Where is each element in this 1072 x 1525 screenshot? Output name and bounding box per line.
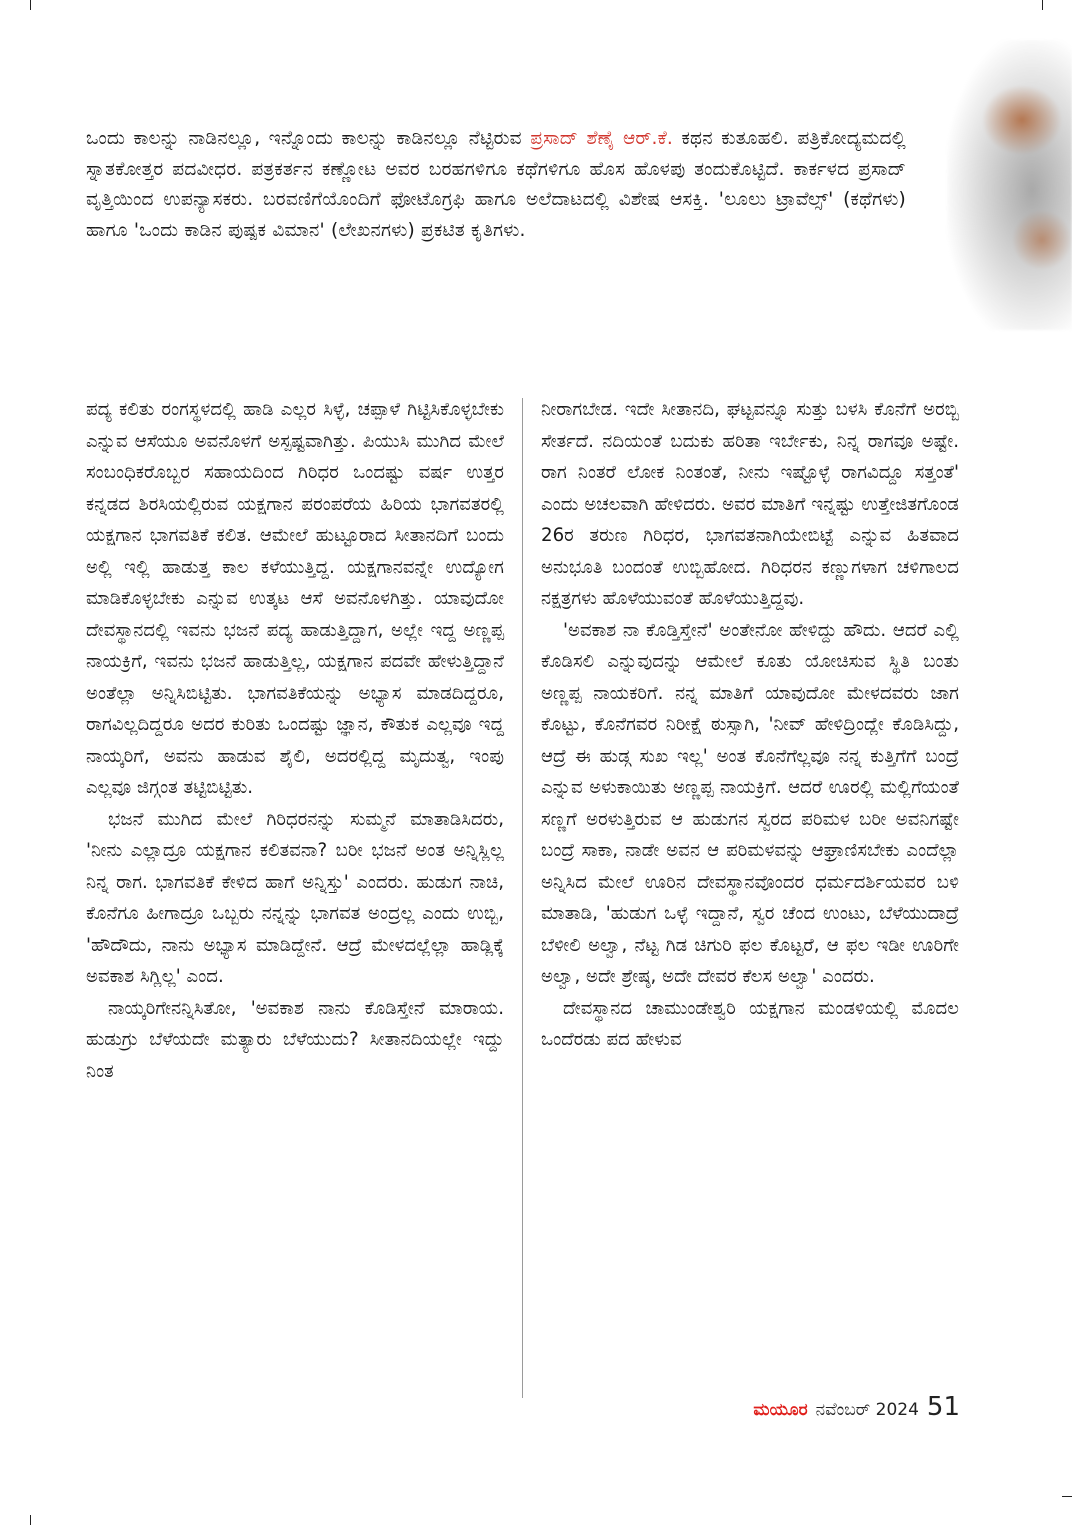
decorative-ink-art [947,40,1072,330]
author-bio [86,124,906,246]
page-footer [753,1392,960,1422]
paragraph: ಭಜನೆ ಮುಗಿದ ಮೇಲೆ ಗಿರಿಧರನನ್ನು ಸುಮ್ಮನೆ ಮಾತಾಡಿಸಿದರು, 'ನೀನು ಎಲ್ಲಾದ್ರೂ ಯಕ್ಷಗಾನ ಕಲಿತವನಾ? ಬರೀ ಭಜನೆ ಅಂತ ಅನ್ನಿಸ್ಲಿಲ್ಲ ನಿನ್ನ ರಾಗ. ಭಾಗವತಿಕೆ ಕೇಳಿದ ಹಾಗೆ ಅನ್ನಿಸ್ತು' ಎಂದರು. ಹುಡುಗ ನಾಚಿ, ಕೊನೆಗೂ ಹೀಗಾದ್ರೂ ಒಬ್ಬರು ನನ್ನನ್ನು ಭಾಗವತ ಅಂದ್ರಲ್ಲ ಎಂದು ಉಬ್ಬಿ, 'ಹೌದೌದು, ನಾನು ಅಭ್ಯಾಸ ಮಾಡಿದ್ದೇನೆ. ಆದ್ರೆ ಮೇಳದಲ್ಲೆಲ್ಲಾ ಹಾಡ್ಲಿಕ್ಕೆ ಅವಕಾಶ ಸಿಗ್ಲಿಲ್ಲ' ಎಂದ. [86,808,504,987]
issue-date: ನವೆಂಬರ್ 2024 [815,1400,919,1420]
bio-rest: ಕಥನ ಕುತೂಹಲಿ. ಪತ್ರಿಕೋದ್ಯಮದಲ್ಲಿ ಸ್ನಾತಕೋತ್ತರ ಪದವೀಧರ. ಪತ್ರಕರ್ತನ ಕಣ್ಣೋಟ ಅವರ ಬರಹಗಳಿಗೂ ಕಥೆಗಳಿಗೂ ಹೊಸ ಹೊಳಪು ತಂದುಕೊಟ್ಟಿದೆ. ಕಾರ್ಕಳದ ಪ್ರಸಾದ್ ವೃತ್ತಿಯಿಂದ ಉಪನ್ಯಾಸಕರು. ಬರವಣಿಗೆಯೊಂದಿಗೆ ಫೋಟೊಗ್ರಫಿ ಹಾಗೂ ಅಲೆದಾಟದಲ್ಲಿ ವಿಶೇಷ ಆಸಕ್ತಿ. 'ಲೂಲು ಟ್ರಾವೆಲ್ಸ್' (ಕಥೆಗಳು) ಹಾಗೂ 'ಒಂದು ಕಾಡಿನ ಪುಷ್ಪಕ ವಿಮಾನ' (ಲೇಖನಗಳು) ಪ್ರಕಟಿತ ಕೃತಿಗಳು. [86,128,906,241]
article-column-left [86,394,504,1087]
crop-mark-top-right [1042,0,1043,10]
paragraph: ದೇವಸ್ಥಾನದ ಚಾಮುಂಡೇಶ್ವರಿ ಯಕ್ಷಗಾನ ಮಂಡಳಿಯಲ್ಲಿ ಮೊದಲ ಒಂದೆರಡು ಪದ ಹೇಳುವ [541,997,959,1050]
crop-mark-top-left [30,0,31,10]
bio-intro: ಒಂದು ಕಾಲನ್ನು ನಾಡಿನಲ್ಲೂ, ಇನ್ನೊಂದು ಕಾಲನ್ನು ಕಾಡಿನಲ್ಲೂ ನೆಟ್ಟಿರುವ [86,128,531,149]
author-name: ಪ್ರಸಾದ್ ಶೆಣೈ ಆರ್.ಕೆ. [530,128,674,149]
paragraph: 'ಅವಕಾಶ ನಾ ಕೊಡ್ತಿಸ್ತೇನೆ' ಅಂತೇನೋ ಹೇಳಿದ್ದು ಹೌದು. ಆದರೆ ಎಲ್ಲಿ ಕೊಡಿಸಲಿ ಎನ್ನುವುದನ್ನು ಆಮೇಲೆ ಕೂತು ಯೋಚಿಸುವ ಸ್ಥಿತಿ ಬಂತು ಅಣ್ಣಪ್ಪ ನಾಯಕರಿಗೆ. ನನ್ನ ಮಾತಿಗೆ ಯಾವುದೋ ಮೇಳದವರು ಜಾಗ ಕೊಟ್ಟು, ಕೊನೆಗವರ ನಿರೀಕ್ಷೆ ಠುಸ್ಸಾಗಿ, 'ನೀವ್ ಹೇಳಿದ್ರಿಂದ್ಲೇ ಕೊಡಿಸಿದ್ದು, ಆದ್ರೆ ಈ ಹುಡ್ಗ ಸುಖ ಇಲ್ಲ' ಅಂತ ಕೊನೆಗೆಲ್ಲವೂ ನನ್ನ ಕುತ್ತಿಗೆಗೆ ಬಂದ್ರೆ ಎನ್ನುವ ಅಳುಕಾಯಿತು ಅಣ್ಣಪ್ಪ ನಾಯಕ್ರಿಗೆ. ಆದರೆ ಊರಲ್ಲಿ ಮಲ್ಲಿಗೆಯಂತೆ ಸಣ್ಣಗೆ ಅರಳುತ್ತಿರುವ ಆ ಹುಡುಗನ ಸ್ವರದ ಪರಿಮಳ ಬರೀ ಅವನಿಗಷ್ಟೇ ಬಂದ್ರೆ ಸಾಕಾ, ನಾಡೇ ಅವನ ಆ ಪರಿಮಳವನ್ನು ಆಘ್ರಾಣಿಸಬೇಕು ಎಂದೆಲ್ಲಾ ಅನ್ನಿಸಿದ ಮೇಲೆ ಊರಿನ ದೇವಸ್ಥಾನವೊಂದರ ಧರ್ಮದರ್ಶಿಯವರ ಬಳಿ ಮಾತಾಡಿ, 'ಹುಡುಗ ಒಳ್ಳೆ ಇದ್ದಾನೆ, ಸ್ವರ ಚೆಂದ ಉಂಟು, ಬೆಳೆಯುದಾದ್ರೆ ಬೆಳೀಲಿ ಅಲ್ವಾ, ನೆಟ್ಟ ಗಿಡ ಚಿಗುರಿ ಫಲ ಕೊಟ್ಟರೆ, ಆ ಫಲ ಇಡೀ ಊರಿಗೇ ಅಲ್ವಾ, ಅದೇ ಶ್ರೇಷ್ಠ, ಅದೇ ದೇವರ ಕೆಲಸ ಅಲ್ವಾ' ಎಂದರು. [541,619,959,987]
magazine-logo: ಮಯೂರ [753,1400,808,1420]
paragraph: ನಾಯ್ಕರಿಗೇನನ್ನಿಸಿತೋ, 'ಅವಕಾಶ ನಾನು ಕೊಡಿಸ್ತೇನೆ ಮಾರಾಯ. ಹುಡುಗ್ರು ಬೆಳೆಯದೇ ಮತ್ಯಾರು ಬೆಳೆಯುದು? ಸೀತಾನದಿಯಲ್ಲೇ ಇದ್ದು ನಿಂತ [86,997,504,1082]
column-divider [522,398,523,1398]
paragraph: ನೀರಾಗಬೇಡ. ಇದೇ ಸೀತಾನದಿ, ಘಟ್ಟವನ್ನೂ ಸುತ್ತು ಬಳಸಿ ಕೊನೆಗೆ ಅರಬ್ಬಿ ಸೇರ್ತದೆ. ನದಿಯಂತೆ ಬದುಕು ಹರಿತಾ ಇರ್ಬೇಕು, ನಿನ್ನ ರಾಗವೂ ಅಷ್ಟೇ. ರಾಗ ನಿಂತರೆ ಲೋಕ ನಿಂತಂತೆ, ನೀನು ಇಷ್ಟೊಳ್ಳೆ ರಾಗವಿದ್ದೂ ಸತ್ತಂತೆ' ಎಂದು ಅಚಲವಾಗಿ ಹೇಳಿದರು. ಅವರ ಮಾತಿಗೆ ಇನ್ನಷ್ಟು ಉತ್ತೇಜಿತಗೊಂಡ 26ರ ತರುಣ ಗಿರಿಧರ, ಭಾಗವತನಾಗಿಯೇಬಿಟ್ಟೆ ಎನ್ನುವ ಹಿತವಾದ ಅನುಭೂತಿ ಬಂದಂತೆ ಉಬ್ಬಿಹೋದ. ಗಿರಿಧರನ ಕಣ್ಣುಗಳಾಗ ಚಳಿಗಾಲದ ನಕ್ಷತ್ರಗಳು ಹೊಳೆಯುವಂತೆ ಹೊಳೆಯುತ್ತಿದ್ದವು. [541,399,959,609]
crop-mark-bottom-left [30,1515,31,1525]
page-number: 51 [926,1392,960,1422]
paragraph: ಪದ್ಯ ಕಲಿತು ರಂಗಸ್ಥಳದಲ್ಲಿ ಹಾಡಿ ಎಲ್ಲರ ಸಿಳ್ಳೆ, ಚಪ್ಪಾಳೆ ಗಿಟ್ಟಿಸಿಕೊಳ್ಳಬೇಕು ಎನ್ನುವ ಆಸೆಯೂ ಅವನೊಳಗೆ ಅಸ್ಪಷ್ಟವಾಗಿತ್ತು. ಪಿಯುಸಿ ಮುಗಿದ ಮೇಲೆ ಸಂಬಂಧಿಕರೊಬ್ಬರ ಸಹಾಯದಿಂದ ಗಿರಿಧರ ಒಂದಷ್ಟು ವರ್ಷ ಉತ್ತರ ಕನ್ನಡದ ಶಿರಸಿಯಲ್ಲಿರುವ ಯಕ್ಷಗಾನ ಪರಂಪರೆಯ ಹಿರಿಯ ಭಾಗವತರಲ್ಲಿ ಯಕ್ಷಗಾನ ಭಾಗವತಿಕೆ ಕಲಿತ. ಆಮೇಲೆ ಹುಟ್ಟೂರಾದ ಸೀತಾನದಿಗೆ ಬಂದು ಅಲ್ಲಿ ಇಲ್ಲಿ ಹಾಡುತ್ತ ಕಾಲ ಕಳೆಯುತ್ತಿದ್ದ. ಯಕ್ಷಗಾನವನ್ನೇ ಉದ್ಯೋಗ ಮಾಡಿಕೊಳ್ಳಬೇಕು ಎನ್ನುವ ಉತ್ಕಟ ಆಸೆ ಅವನೊಳಗಿತ್ತು. ಯಾವುದೋ ದೇವಸ್ಥಾನದಲ್ಲಿ ಇವನು ಭಜನೆ ಪದ್ಯ ಹಾಡುತ್ತಿದ್ದಾಗ, ಅಲ್ಲೇ ಇದ್ದ ಅಣ್ಣಪ್ಪ ನಾಯಕ್ರಿಗೆ, ಇವನು ಭಜನೆ ಹಾಡುತ್ತಿಲ್ಲ, ಯಕ್ಷಗಾನ ಪದವೇ ಹೇಳುತ್ತಿದ್ದಾನೆ ಅಂತೆಲ್ಲಾ ಅನ್ನಿಸಿಬಿಟ್ಟಿತು. ಭಾಗವತಿಕೆಯನ್ನು ಅಭ್ಯಾಸ ಮಾಡದಿದ್ದರೂ, ರಾಗವಿಲ್ಲದಿದ್ದರೂ ಅದರ ಕುರಿತು ಒಂದಷ್ಟು ಜ್ಞಾನ, ಕೌತುಕ ಎಲ್ಲವೂ ಇದ್ದ ನಾಯ್ಕರಿಗೆ, ಅವನು ಹಾಡುವ ಶೈಲಿ, ಅದರಲ್ಲಿದ್ದ ಮೃದುತ್ವ, ಇಂಪು ಎಲ್ಲವೂ ಜಿಗ್ಗಂತ ತಟ್ಟಿಬಿಟ್ಟಿತು. [86,399,504,798]
crop-mark-right-bottom [1062,1496,1072,1497]
article-column-right [541,394,959,1056]
